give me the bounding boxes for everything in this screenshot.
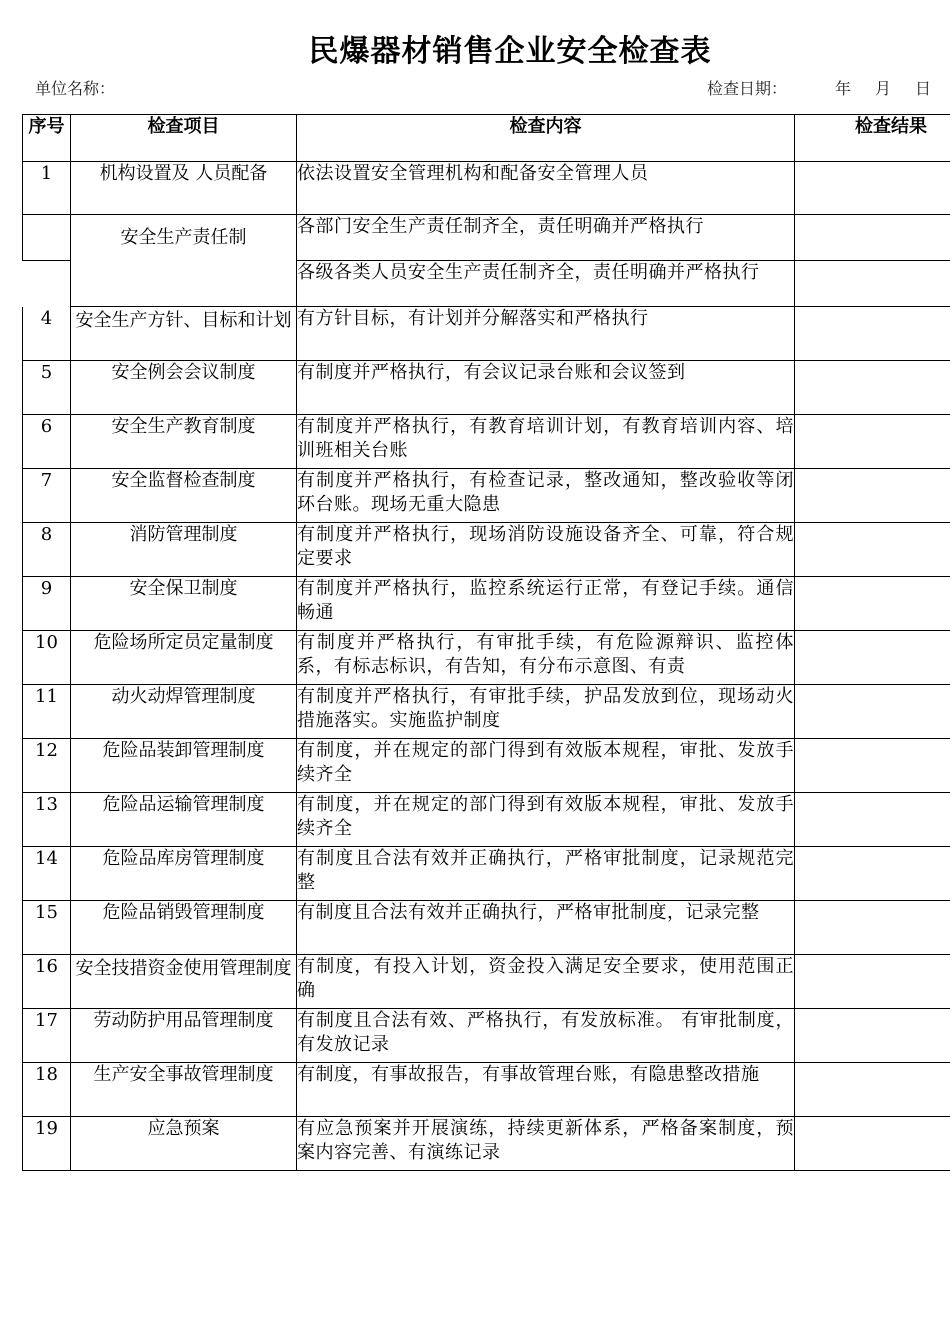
inspection-table xyxy=(22,114,950,1171)
row-no: 10 xyxy=(23,631,71,685)
row-result-cell[interactable] xyxy=(795,415,950,469)
row-item: 安全技措资金使用管理制度 xyxy=(71,955,297,1009)
table-row xyxy=(23,307,950,361)
row-no xyxy=(23,215,71,261)
row-item xyxy=(71,215,297,307)
row-no: 6 xyxy=(23,415,71,469)
table-row xyxy=(23,523,950,577)
row-result-cell[interactable] xyxy=(795,523,950,577)
row-result-cell[interactable] xyxy=(795,1117,950,1171)
row-item: 安全生产方针、目标和计划 xyxy=(71,307,297,361)
table-row xyxy=(23,1117,950,1171)
row-item: 危险品库房管理制度 xyxy=(71,847,297,901)
row-result-cell[interactable] xyxy=(795,901,950,955)
date-year: 年 xyxy=(835,79,852,98)
row-result-cell[interactable] xyxy=(795,215,950,261)
row-content: 有制度，并在规定的部门得到有效版本规程，审批、发放手续齐全 xyxy=(297,793,795,847)
row-no: 16 xyxy=(23,955,71,1009)
row-content: 依法设置安全管理机构和配备安全管理人员 xyxy=(297,162,795,215)
row-item-text: 安全生产责任制 xyxy=(120,226,247,248)
table-row xyxy=(23,415,950,469)
row-content: 有制度且合法有效并正确执行，严格审批制度，记录规范完整 xyxy=(297,847,795,901)
row-no: 13 xyxy=(23,793,71,847)
row-no: 4 xyxy=(23,307,71,361)
table-row xyxy=(23,577,950,631)
row-content xyxy=(297,631,795,685)
row-no: 1 xyxy=(23,162,71,215)
row-no: 15 xyxy=(23,901,71,955)
row-content: 有制度，有投入计划，资金投入满足安全要求，使用范围正确 xyxy=(297,955,795,1009)
row-result-cell[interactable] xyxy=(795,577,950,631)
row-item: 危险品销毁管理制度 xyxy=(71,901,297,955)
row-item: 危险场所定员定量制度 xyxy=(71,631,297,685)
check-date-label: 检查日期： xyxy=(707,79,788,98)
row-result-cell[interactable] xyxy=(795,162,950,215)
row-content: 有制度且合法有效并正确执行，严格审批制度，记录完整 xyxy=(297,901,795,955)
table-row xyxy=(23,361,950,415)
row-item: 安全例会会议制度 xyxy=(71,361,297,415)
row-item: 安全生产教育制度 xyxy=(71,415,297,469)
page-title: 民爆器材销售企业安全检查表 xyxy=(308,34,712,69)
row-no: 19 xyxy=(23,1117,71,1171)
row-content: 有制度，有事故报告，有事故管理台账，有隐患整改措施 xyxy=(297,1063,795,1117)
row-content: 有应急预案并开展演练，持续更新体系，严格备案制度，预案内容完善、有演练记录 xyxy=(297,1117,795,1171)
row-result-cell[interactable] xyxy=(795,361,950,415)
row-content: 有制度且合法有效、严格执行，有发放标准。 有审批制度，有发放记录 xyxy=(297,1009,795,1063)
row-item: 危险品运输管理制度 xyxy=(71,793,297,847)
row-no: 9 xyxy=(23,577,71,631)
date-day: 日 xyxy=(915,79,932,98)
row-result-cell[interactable] xyxy=(795,793,950,847)
row-no: 18 xyxy=(23,1063,71,1117)
table-row xyxy=(23,215,950,261)
row-no: 11 xyxy=(23,685,71,739)
row-content: 有制度并严格执行，监控系统运行正常，有登记手续。通信畅通 xyxy=(297,577,795,631)
table-row xyxy=(23,631,950,685)
row-result-cell[interactable] xyxy=(795,631,950,685)
row-item: 危险品装卸管理制度 xyxy=(71,739,297,793)
row-result-cell[interactable] xyxy=(795,685,950,739)
header-no: 序号 xyxy=(23,115,71,162)
row-item: 机构设置及 人员配备 xyxy=(71,162,297,215)
table-header-row xyxy=(23,115,950,162)
row-no: 7 xyxy=(23,469,71,523)
row-no xyxy=(23,261,71,307)
unit-name-label: 单位名称： xyxy=(35,79,116,98)
row-content: 有制度并严格执行，有检查记录，整改通知，整改验收等闭环台账。现场无重大隐患 xyxy=(297,469,795,523)
row-result-cell[interactable] xyxy=(795,847,950,901)
row-result-cell[interactable] xyxy=(795,1009,950,1063)
row-item: 消防管理制度 xyxy=(71,523,297,577)
header-content: 检查内容 xyxy=(297,115,795,162)
header-item: 检查项目 xyxy=(71,115,297,162)
table-row xyxy=(23,901,950,955)
row-content: 有制度并严格执行，现场消防设施设备齐全、可靠，符合规定要求 xyxy=(297,523,795,577)
row-item: 安全监督检查制度 xyxy=(71,469,297,523)
row-result-cell[interactable] xyxy=(795,307,950,361)
date-month: 月 xyxy=(875,79,892,98)
row-content: 各部门安全生产责任制齐全，责任明确并严格执行 xyxy=(297,215,795,261)
check-date xyxy=(707,76,931,99)
row-no: 5 xyxy=(23,361,71,415)
row-item: 劳动防护用品管理制度 xyxy=(71,1009,297,1063)
row-item: 动火动焊管理制度 xyxy=(71,685,297,739)
row-content: 各级各类人员安全生产责任制齐全，责任明确并严格执行 xyxy=(297,261,795,307)
table-row xyxy=(23,685,950,739)
row-no: 14 xyxy=(23,847,71,901)
row-content: 有方针目标，有计划并分解落实和严格执行 xyxy=(297,307,795,361)
row-no: 8 xyxy=(23,523,71,577)
table-row xyxy=(23,955,950,1009)
row-no: 17 xyxy=(23,1009,71,1063)
row-result-cell[interactable] xyxy=(795,261,950,307)
table-row xyxy=(23,162,950,215)
row-result-cell[interactable] xyxy=(795,955,950,1009)
table-row xyxy=(23,469,950,523)
header-result: 检查结果 xyxy=(795,115,950,162)
row-content: 有制度并严格执行，有教育培训计划，有教育培训内容、培训班相关台账 xyxy=(297,415,795,469)
row-result-cell[interactable] xyxy=(795,1063,950,1117)
row-content-text: 有制度并严格执行，有审批手续，有危险源辩识、监控体系，有标志标识，有告知，有分布示意图、有责 xyxy=(297,632,794,677)
row-item: 安全保卫制度 xyxy=(71,577,297,631)
table-row xyxy=(23,847,950,901)
table-row xyxy=(23,1009,950,1063)
row-content: 有制度，并在规定的部门得到有效版本规程，审批、发放手续齐全 xyxy=(297,739,795,793)
row-content: 有制度并严格执行，有会议记录台账和会议签到 xyxy=(297,361,795,415)
table-row xyxy=(23,1063,950,1117)
row-item: 生产安全事故管理制度 xyxy=(71,1063,297,1117)
row-result-cell[interactable] xyxy=(795,469,950,523)
table-row xyxy=(23,739,950,793)
row-content: 有制度并严格执行，有审批手续，护品发放到位，现场动火措施落实。实施监护制度 xyxy=(297,685,795,739)
table-row xyxy=(23,793,950,847)
row-item: 应急预案 xyxy=(71,1117,297,1171)
row-no: 12 xyxy=(23,739,71,793)
row-result-cell[interactable] xyxy=(795,739,950,793)
